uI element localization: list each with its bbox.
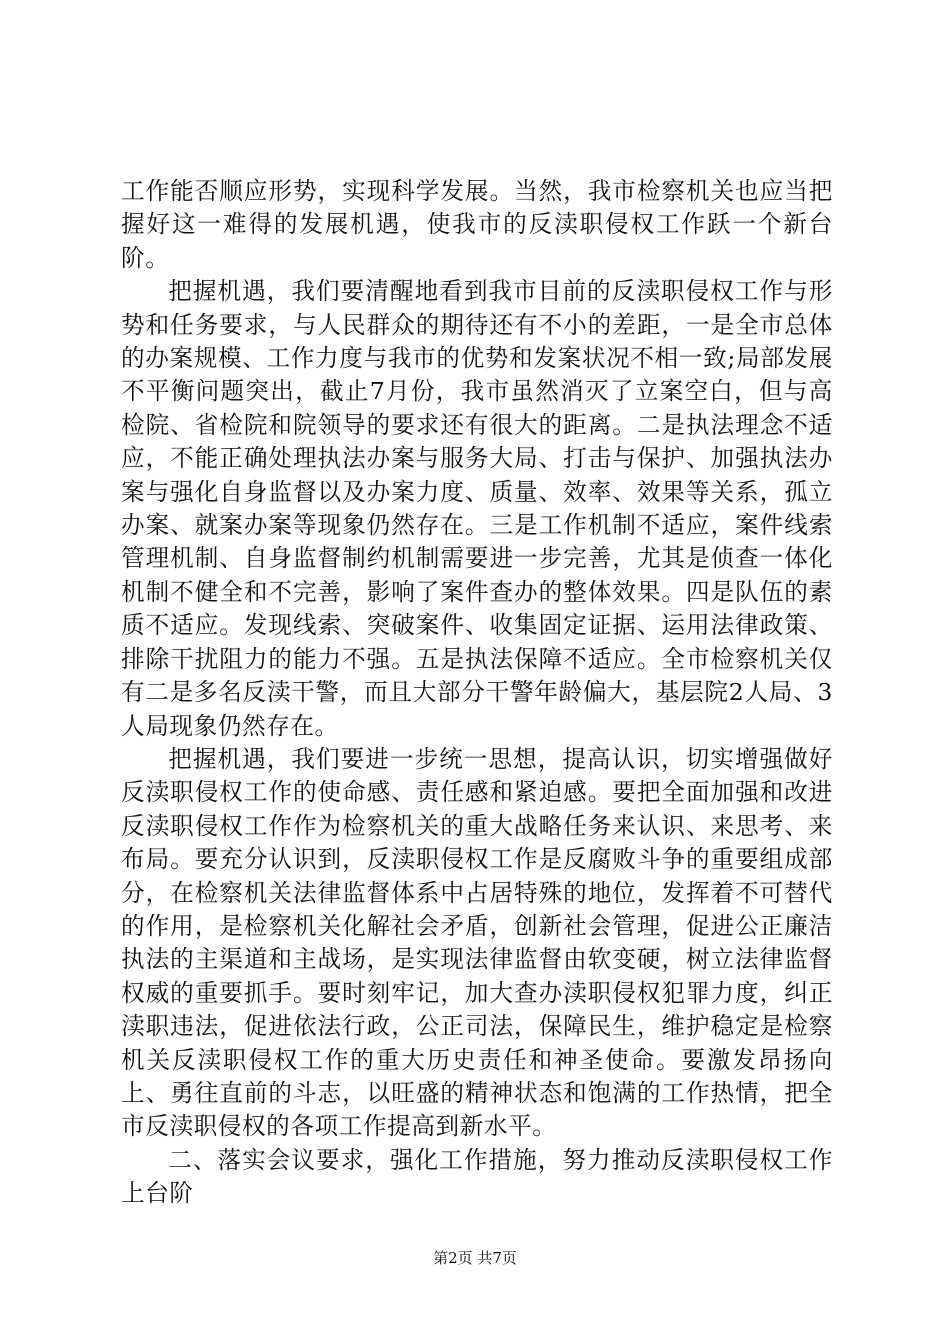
document-body [121,175,833,1211]
section-heading-2: 二、落实会议要求，强化工作措施，努力推动反渎职侵权工作上台阶 [121,1145,833,1208]
paragraph-2: 把握机遇，我们要清醒地看到我市目前的反渎职侵权工作与形势和任务要求，与人民群众的期待还有不小的差距，一是全市总体的办案规模、工作力度与我市的优势和发案状况不相一致;局部发展不平衡问题突出，截止7月份，我市虽然消灭了立案空白，但与高检院、省检院和院领导的要求还有很大的距离。二是执法理念不适应，不能正确处理执法办案与服务大局、打击与保护、加强执法办案与强化自身监督以及办案力度、质量、效率、效果等关系，孤立办案、就案办案等现象仍然存在。三是工作机制不适应，案件线索管理机制、自身监督制约机制需要进一步完善，尤其是侦查一体化机制不健全和不完善，影响了案件查办的整体效果。四是队伍的素质不适应。发现线索、突破案件、收集固定证据、运用法律政策、排除干扰阻力的能力不强。五是执法保障不适应。全市检察机关仅有二是多名反渎干警，而且大部分干警年龄偏大，基层院2人局、3人局现象仍然存在。 [121,277,833,740]
paragraph-3: 把握机遇，我们要进一步统一思想，提高认识，切实增强做好反渎职侵权工作的使命感、责任感和紧迫感。要把全面加强和改进反渎职侵权工作作为检察机关的重大战略任务来认识、来思考、来布局。要充分认识到，反渎职侵权工作是反腐败斗争的重要组成部分，在检察机关法律监督体系中占居特殊的地位，发挥着不可替代的作用，是检察机关化解社会矛盾，创新社会管理，促进公正廉洁执法的主渠道和主战场，是实现法律监督由软变硬，树立法律监督权威的重要抓手。要时刻牢记，加大查办渎职侵权犯罪力度，纠正渎职违法，促进依法行政，公正司法，保障民生，维护稳定是检察机关反渎职侵权工作的重大历史责任和神圣使命。要激发昂扬向上、勇往直前的斗志，以旺盛的精神状态和饱满的工作热情，把全市反渎职侵权的各项工作提高到新水平。 [121,744,833,1141]
paragraph-1: 工作能否顺应形势，实现科学发展。当然，我市检察机关也应当把握好这一难得的发展机遇，使我市的反渎职侵权工作跃一个新台阶。 [121,177,833,272]
page-number-footer: 第2页 共7页 [433,1249,517,1267]
